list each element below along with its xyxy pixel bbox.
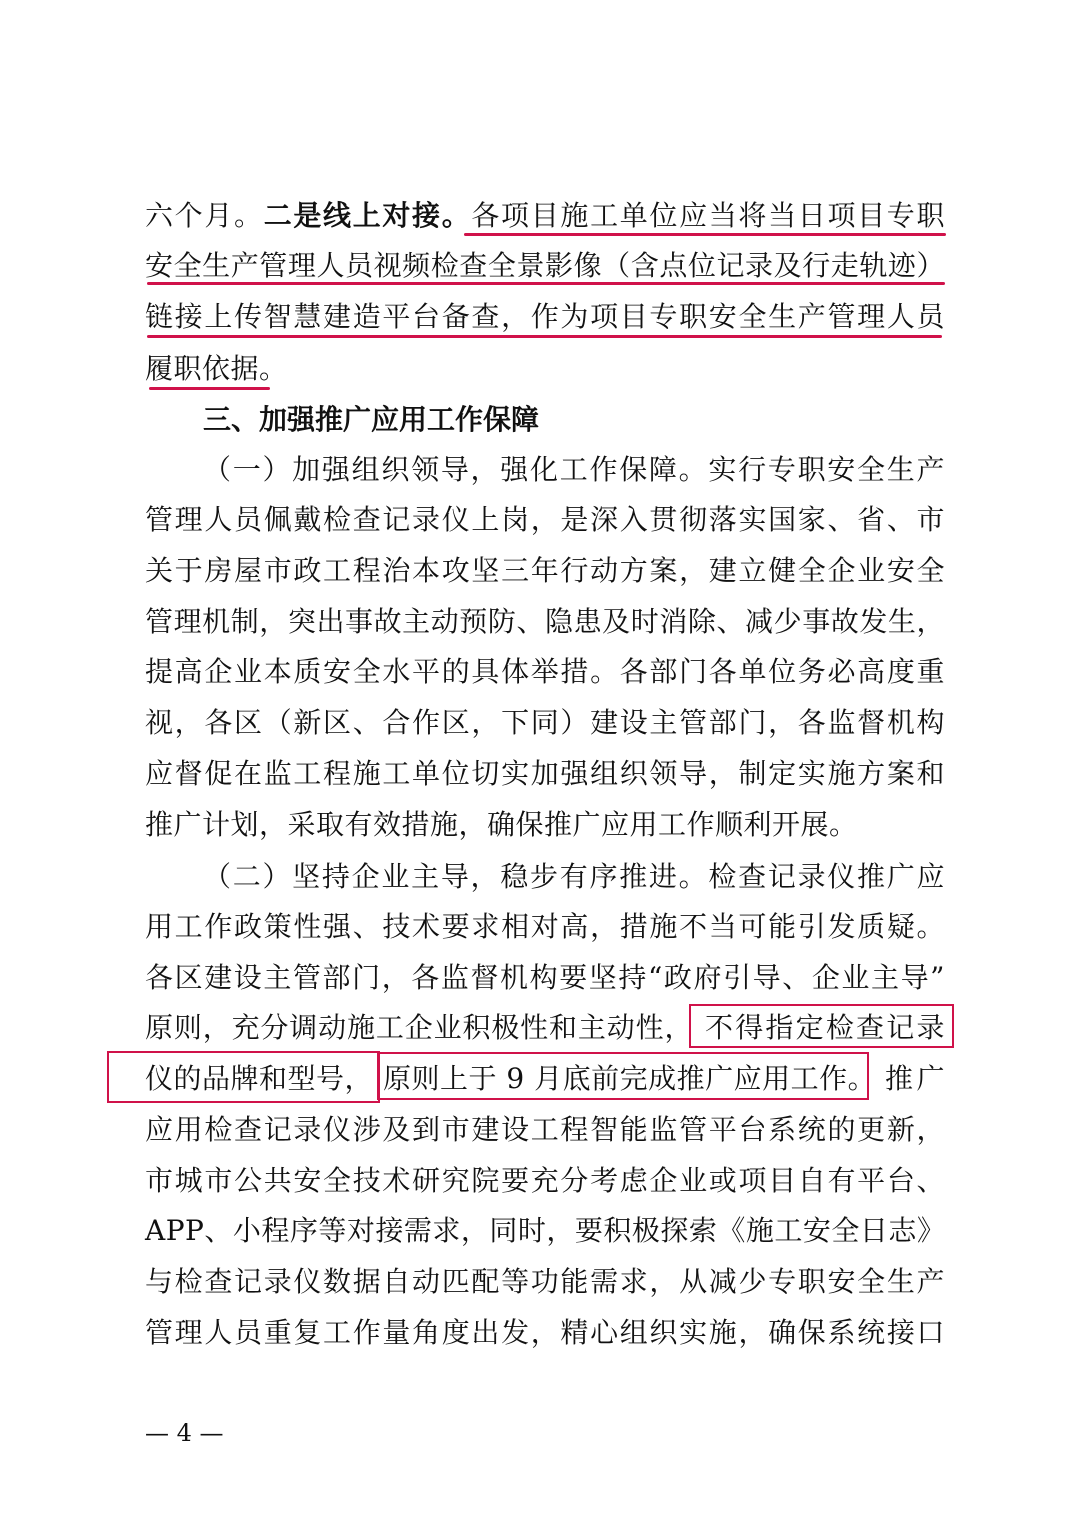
bold-text-run: 二是线上对接。 (263, 199, 472, 232)
paragraph-2-line-7: 应督促在监工程施工单位切实加强组织领导，制定实施方案和 (145, 757, 945, 790)
text-run: 六个月。 (145, 199, 264, 232)
paragraph-2-line-3: 关于房屋市政工程治本攻坚三年行动方案，建立健全企业安全 (145, 554, 945, 587)
text-run: 原则，充分调动施工企业积极性和主动性， (145, 1011, 693, 1044)
paragraph-2-line-2: 管理人员佩戴检查记录仪上岗，是深入贯彻落实国家、省、市 (145, 503, 945, 536)
text-run: 推广 (885, 1062, 945, 1095)
paragraph-3-line-7: 市城市公共安全技术研究院要充分考虑企业或项目自有平台、 (145, 1164, 945, 1197)
box-annotation (377, 1052, 877, 1100)
paragraph-3-line-1: （二）坚持企业主导，稳步有序推进。检查记录仪推广应 (203, 860, 945, 893)
boxed-text-run: 原则上于 9 月底前完成推广应用工作。 (383, 1062, 877, 1095)
paragraph-2-line-6: 视，各区（新区、合作区，下同）建设主管部门，各监督机构 (145, 706, 945, 739)
box-annotation (107, 1051, 380, 1103)
paragraph-3-line-2: 用工作政策性强、技术要求相对高，措施不当可能引发质疑。 (145, 910, 945, 943)
underline-annotation (464, 233, 946, 236)
boxed-text-run: 不得指定检查记录 (705, 1011, 945, 1044)
section-heading: 三、加强推广应用工作保障 (203, 403, 540, 436)
underline-annotation (147, 282, 945, 285)
boxed-text-run: 仪的品牌和型号， (145, 1062, 374, 1095)
paragraph-2-line-4: 管理机制，突出事故主动预防、隐患及时消除、减少事故发生， (145, 605, 945, 638)
highlighted-text-run: 各项目施工单位应当将当日项目专职 (471, 199, 945, 232)
paragraph-2-line-8: 推广计划，采取有效措施，确保推广应用工作顺利开展。 (145, 808, 858, 841)
paragraph-2-line-1: （一）加强组织领导，强化工作保障。实行专职安全生产 (203, 453, 945, 486)
underline-annotation (149, 387, 270, 390)
paragraph-1-line-1 (145, 196, 945, 236)
underline-annotation (147, 335, 942, 338)
paragraph-3-line-9: 与检查记录仪数据自动匹配等功能需求，从减少专职安全生产 (145, 1265, 945, 1298)
page-number: — 4 — (145, 1419, 224, 1447)
paragraph-2-line-5: 提高企业本质安全水平的具体举措。各部门各单位务必高度重 (145, 655, 945, 688)
paragraph-3-line-3: 各区建设主管部门，各监督机构要坚持“政府引导、企业主导” (145, 961, 945, 994)
paragraph-3-line-10: 管理人员重复工作量角度出发，精心组织实施，确保系统接口 (145, 1316, 945, 1349)
paragraph-3-line-6: 应用检查记录仪涉及到市建设工程智能监管平台系统的更新， (145, 1113, 945, 1146)
paragraph-3-line-8: APP、小程序等对接需求，同时，要积极探索《施工安全日志》 (145, 1214, 946, 1247)
paragraph-1-line-4: 履职依据。 (145, 352, 288, 385)
box-annotation (689, 1004, 954, 1048)
paragraph-1-line-2: 安全生产管理人员视频检查全景影像（含点位记录及行走轨迹） (145, 249, 945, 282)
paragraph-1-line-3: 链接上传智慧建造平台备查，作为项目专职安全生产管理人员 (145, 300, 945, 333)
